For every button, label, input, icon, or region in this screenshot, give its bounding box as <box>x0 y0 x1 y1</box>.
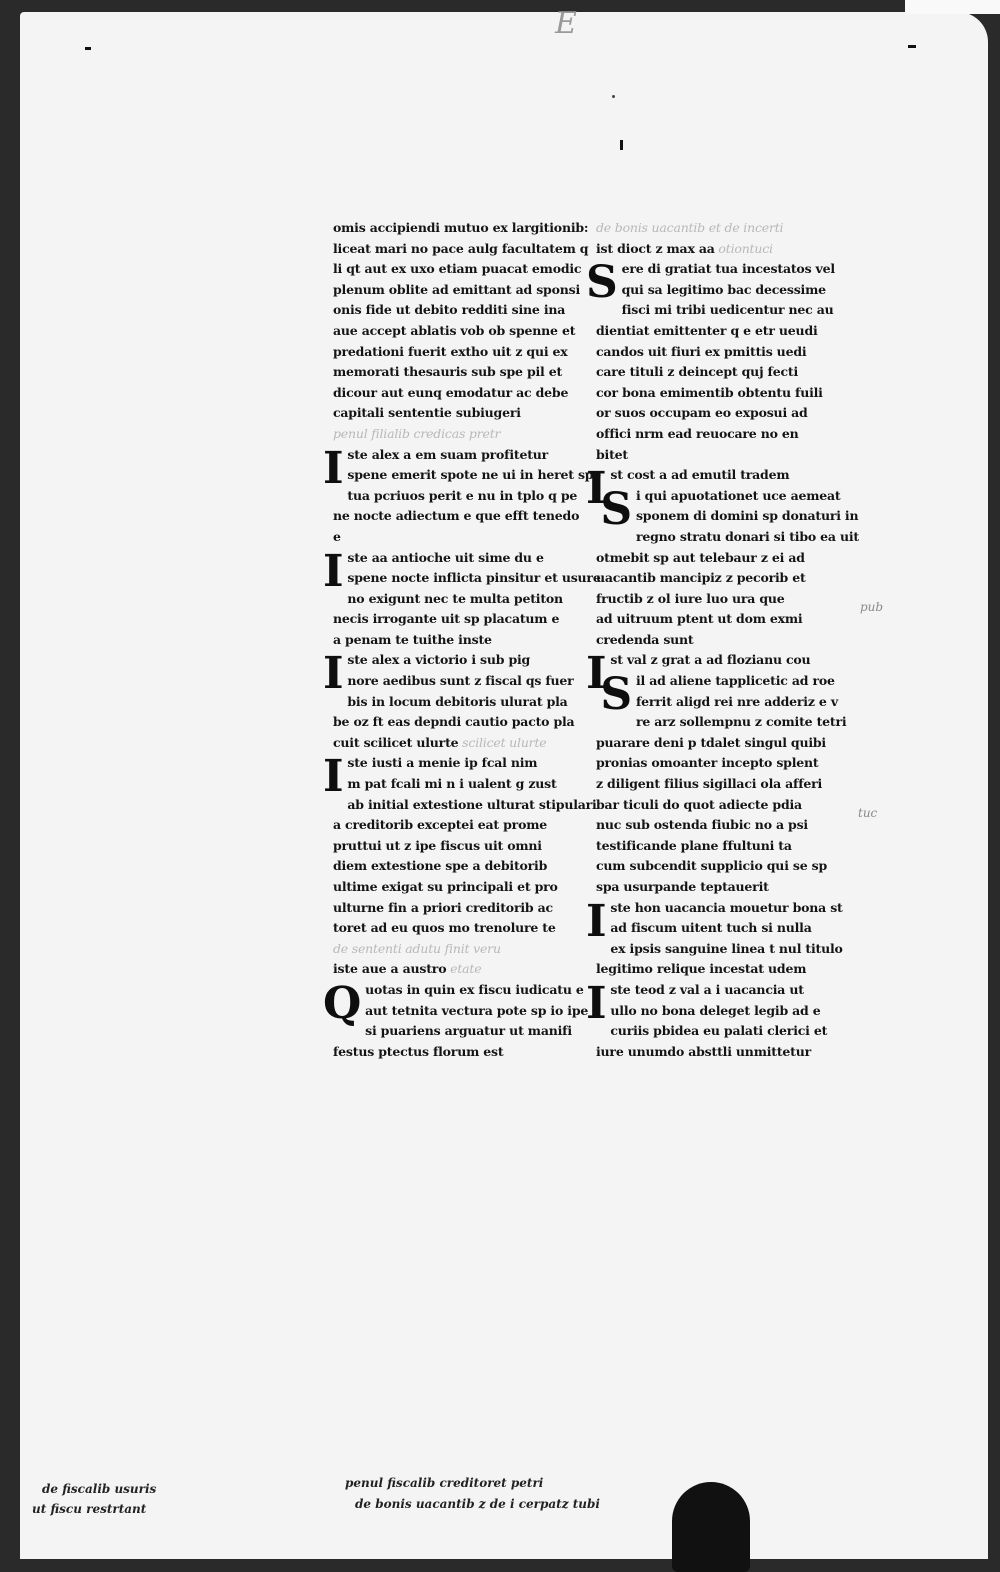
line-text: credenda sunt <box>596 631 694 647</box>
decorated-initial: I <box>586 463 607 515</box>
text-line <box>596 218 832 239</box>
text-line <box>596 589 832 610</box>
bottom-note-center-2: de bonis uacantib z de i cerpatz tubi <box>355 1497 600 1511</box>
text-line <box>333 939 569 960</box>
line-text: aut tetnita vectura pote sp io ipe <box>365 1002 589 1018</box>
line-text: nuc sub ostenda fiubic no a psi <box>596 817 808 833</box>
ink-speck <box>612 95 615 98</box>
line-text: memorati thesauris sub spe pil et <box>333 364 563 380</box>
bottom-note-center-1: penul fiscalib creditoret petri <box>345 1476 544 1490</box>
text-line <box>596 774 832 795</box>
line-text: care tituli z deincept quj fecti <box>596 364 799 380</box>
line-text: or suos occupam eo exposui ad <box>596 405 808 421</box>
text-line <box>596 445 832 466</box>
line-text: otmebit sp aut telebaur z ei ad <box>596 549 805 565</box>
line-text: toret ad eu quos mo trenolure te <box>333 920 556 936</box>
text-line <box>333 898 569 919</box>
line-text: omis accipiendi mutuo ex largitionib: <box>333 220 589 235</box>
text-line <box>596 918 832 939</box>
text-column-right <box>586 218 859 1062</box>
text-line <box>596 362 832 383</box>
page-edge-strip <box>905 0 1000 14</box>
line-text: puarare deni p tdalet singul quibi <box>596 734 826 750</box>
text-line <box>333 280 581 301</box>
line-text: cuit scilicet ulurte <box>333 734 459 750</box>
line-text: ste iusti a menie ip fcal nim <box>347 755 538 771</box>
line-text: ste aa antioche uit sime du e <box>347 549 544 565</box>
text-line <box>333 383 569 404</box>
text-line <box>333 671 574 692</box>
faded-gloss: otiontuci <box>714 240 773 256</box>
text-line <box>333 856 569 877</box>
line-text: ferrit aligd rei nre adderiz e v <box>635 693 838 709</box>
line-text: ste alex a victorio i sub pig <box>347 652 531 668</box>
decorated-initial: S <box>600 483 632 535</box>
line-text: ere di gratiat tua incestatos vel <box>621 261 835 277</box>
decorated-initial: S <box>600 669 632 721</box>
decorated-initial: I <box>586 895 607 947</box>
text-line <box>333 795 597 816</box>
line-text: re arz sollempnu z comite tetri <box>635 714 847 730</box>
line-text: dicour aut eunq emodatur ac debe <box>333 384 569 400</box>
line-text: onis fide ut debito redditi sine ina <box>333 302 566 318</box>
text-line <box>596 609 832 630</box>
line-text: spene emerit spote ne ui in heret spe <box>347 467 602 483</box>
text-line <box>333 589 569 610</box>
ink-dash <box>908 45 916 48</box>
text-line <box>333 403 569 424</box>
line-text: fisci mi tribi uedicentur nec au <box>621 302 834 318</box>
decorated-initial: I <box>586 977 607 1029</box>
line-text: ultime exigat su principali et pro <box>333 879 558 894</box>
text-line <box>333 918 569 939</box>
line-text: z diligent filius sigillaci ola afferi <box>596 776 823 792</box>
text-line <box>333 630 569 651</box>
line-text: ist dioct z max aa <box>596 240 715 256</box>
text-line <box>596 383 832 404</box>
line-text: a penam te tuithe inste <box>333 631 492 647</box>
line-text: pronias omoanter incepto splent <box>596 755 819 771</box>
line-text: ste hon uacancia mouetur bona st <box>610 899 843 915</box>
line-text: testificande plane ffultuni ta <box>596 837 792 853</box>
faded-gloss: etate <box>446 961 482 977</box>
decorated-initial: I <box>323 442 344 494</box>
decorated-initial: I <box>323 751 344 803</box>
line-text: candos uit fiuri ex pmittis uedi <box>596 343 807 359</box>
line-text: predationi fuerit extho uit z qui ex <box>333 343 568 359</box>
text-line <box>596 239 832 260</box>
line-text: cum subcendit supplicio qui se sp <box>596 858 828 874</box>
line-text: bitet <box>596 446 628 462</box>
text-line <box>596 424 832 445</box>
text-line <box>333 692 569 713</box>
line-text: bis in locum debitoris ulurat pla <box>347 693 568 709</box>
text-line <box>333 300 569 321</box>
text-line <box>596 877 832 898</box>
line-text: capitali sententie subiugeri <box>333 405 521 421</box>
text-line <box>333 609 569 630</box>
line-text: fructib z ol iure luo ura que <box>596 590 785 606</box>
text-line <box>333 239 589 260</box>
line-text: sponem di domini sp donaturi in <box>635 508 859 524</box>
text-line <box>333 342 569 363</box>
text-line <box>596 342 832 363</box>
line-text: ab initial extestione ulturat stipulari <box>347 796 597 812</box>
line-text: il ad aliene tapplicetic ad roe <box>635 673 835 689</box>
text-line <box>333 877 569 898</box>
bottom-note-left-2: ut fiscu restrtant <box>32 1502 147 1516</box>
ink-dash <box>620 140 623 150</box>
text-line <box>596 630 832 651</box>
line-text: ex ipsis sanguine linea t nul titulo <box>610 940 843 956</box>
line-text: ad fiscum uitent tuch si nulla <box>610 920 812 936</box>
line-text: regno stratu donari si tibo ea uit <box>635 528 859 544</box>
line-text: be oz ft eas depndi cautio pacto pla <box>333 714 575 730</box>
line-text: pruttui ut z ipe fiscus uit omni <box>333 837 542 853</box>
text-line <box>333 506 580 527</box>
text-line <box>596 1021 832 1042</box>
line-text: de bonis uacantib et de incerti <box>596 220 784 235</box>
decorated-initial: Q <box>323 977 362 1029</box>
line-text: ad uitruum ptent ut dom exmi <box>596 611 803 627</box>
text-line <box>333 527 569 548</box>
text-line <box>333 465 602 486</box>
line-text: tua pcriuos perit e nu in tplo q pe <box>347 487 578 503</box>
text-line <box>596 548 832 569</box>
line-text: no exigunt nec te multa petiton <box>347 590 563 606</box>
line-text: e <box>333 528 341 544</box>
text-line <box>333 733 569 754</box>
text-line <box>596 753 832 774</box>
text-line <box>333 259 582 280</box>
text-line <box>596 321 832 342</box>
text-column-left <box>323 218 602 1062</box>
line-text: ne nocte adiectum e que efft tenedo <box>333 508 580 524</box>
bottom-note-left-1: de fiscalib usuris <box>42 1482 157 1496</box>
line-text: liceat mari no pace aulg facultatem q <box>333 240 589 256</box>
decorated-initial: I <box>323 545 344 597</box>
line-text: festus ptectus florum est <box>333 1043 504 1059</box>
text-line <box>596 1001 832 1022</box>
text-line <box>596 795 832 816</box>
line-text: dientiat emittenter q e etr ueudi <box>596 322 818 338</box>
line-text: ste teod z val a i uacancia ut <box>610 981 804 997</box>
line-text: bar ticuli do quot adiecte pdia <box>596 796 802 812</box>
ink-dash <box>85 47 91 50</box>
line-text: a creditorib exceptei eat prome <box>333 817 547 833</box>
decorated-initial: I <box>323 648 344 700</box>
text-line <box>596 568 832 589</box>
text-line <box>333 486 578 507</box>
decorated-initial: S <box>586 257 618 309</box>
text-line <box>333 218 589 239</box>
line-text: cor bona emimentib obtentu fuili <box>596 384 823 400</box>
text-line <box>596 1042 832 1063</box>
line-text: plenum oblite ad emittant ad sponsi <box>333 281 581 297</box>
decorated-initial: I <box>586 648 607 700</box>
text-line <box>333 815 569 836</box>
line-text: qui sa legitimo bac decessime <box>621 281 826 297</box>
line-text: spene nocte inflicta pinsitur et usure <box>347 570 601 586</box>
line-text: ulturne fin a priori creditorib ac <box>333 899 553 915</box>
text-line <box>333 362 569 383</box>
faded-gloss: scilicet ulurte <box>458 734 547 750</box>
text-line <box>333 959 569 980</box>
text-line <box>333 1001 589 1022</box>
text-line <box>596 959 832 980</box>
line-text: ste alex a em suam profitetur <box>347 446 549 462</box>
text-line <box>333 1021 572 1042</box>
line-text: nore aedibus sunt z fiscal qs fuer <box>347 673 574 689</box>
line-text: spa usurpande teptauerit <box>596 879 769 894</box>
line-text: si puariens arguatur ut manifi <box>365 1023 572 1039</box>
text-line <box>333 321 576 342</box>
scanner-thumb <box>672 1482 750 1572</box>
text-line <box>333 774 569 795</box>
line-text: iste aue a austro <box>333 961 447 977</box>
line-text: uacantib mancipiz z pecorib et <box>596 570 806 586</box>
text-line <box>333 424 569 445</box>
line-text: legitimo relique incestat udem <box>596 961 807 977</box>
text-line <box>596 836 832 857</box>
line-text: de sententi adutu finit veru <box>333 940 501 956</box>
line-text: i qui apuotationet uce aemeat <box>635 487 841 503</box>
text-line <box>596 733 832 754</box>
line-text: offici nrm ead reuocare no en <box>596 425 799 441</box>
line-text: uotas in quin ex fiscu iudicatu e <box>365 981 584 997</box>
margin-note-pub: pub <box>860 600 884 614</box>
text-line <box>333 1042 569 1063</box>
text-line <box>333 712 575 733</box>
text-line <box>596 939 843 960</box>
line-text: li qt aut ex uxo etiam puacat emodic <box>333 261 582 277</box>
line-text: aue accept ablatis vob ob spenne et <box>333 322 576 338</box>
text-line <box>596 815 832 836</box>
line-text: st val z grat a ad flozianu cou <box>610 652 811 668</box>
line-text: st cost a ad emutil tradem <box>610 467 790 483</box>
line-text: m pat fcali mi n i ualent g zust <box>347 776 557 792</box>
text-line <box>596 300 832 321</box>
text-line <box>333 568 601 589</box>
folio-mark: E <box>555 6 577 41</box>
text-line <box>333 836 569 857</box>
margin-note-tuc: tuc <box>858 806 878 820</box>
line-text: ullo no bona deleget legib ad e <box>610 1002 821 1018</box>
line-text: diem extestione spe a debitorib <box>333 858 548 874</box>
line-text: penul filialib credicas pretr <box>333 425 501 441</box>
line-text: necis irrogante uit sp placatum e <box>333 611 560 627</box>
text-line <box>596 280 832 301</box>
line-text: curiis pbidea eu palati clerici et <box>610 1023 828 1039</box>
text-line <box>596 403 832 424</box>
line-text: iure unumdo absttli unmittetur <box>596 1043 812 1059</box>
text-line <box>596 856 832 877</box>
